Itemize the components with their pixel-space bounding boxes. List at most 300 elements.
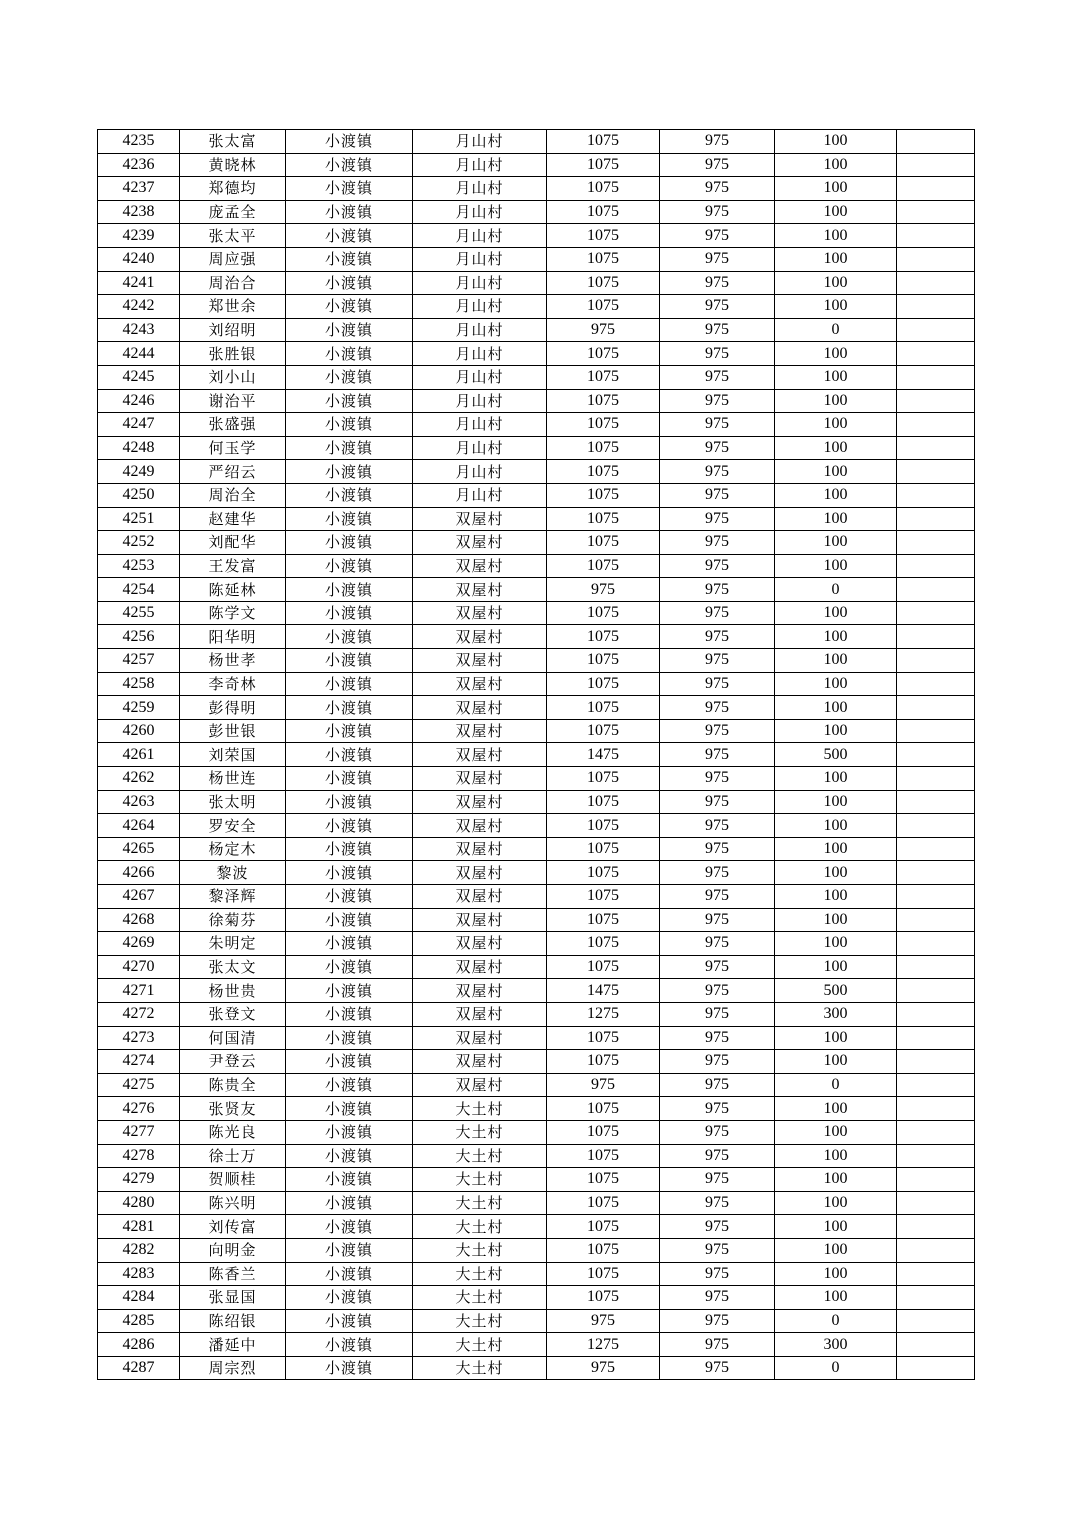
- amount-total-cell: 1075: [547, 507, 660, 531]
- amount-total-cell: 1075: [547, 1026, 660, 1050]
- village-name-cell: 大土村: [413, 1168, 547, 1192]
- village-name-cell: 双屋村: [413, 743, 547, 767]
- remark-cell: [897, 1168, 975, 1192]
- person-name-cell: 刘绍明: [180, 318, 286, 342]
- person-name-cell: 张太明: [180, 790, 286, 814]
- person-name-cell: 尹登云: [180, 1050, 286, 1074]
- village-name-cell: 月山村: [413, 247, 547, 271]
- town-name-cell: 小渡镇: [286, 483, 413, 507]
- remark-cell: [897, 719, 975, 743]
- table-row: [98, 672, 975, 696]
- amount-base-cell: 975: [660, 1050, 775, 1074]
- amount-base-cell: 975: [660, 1238, 775, 1262]
- amount-base-cell: 975: [660, 767, 775, 791]
- person-name-cell: 周宗烈: [180, 1356, 286, 1380]
- amount-base-cell: 975: [660, 1120, 775, 1144]
- row-number-cell: 4279: [98, 1168, 180, 1192]
- amount-total-cell: 1075: [547, 153, 660, 177]
- village-name-cell: 大土村: [413, 1262, 547, 1286]
- person-name-cell: 陈绍银: [180, 1309, 286, 1333]
- person-name-cell: 黎泽辉: [180, 885, 286, 909]
- amount-difference-cell: 100: [775, 342, 897, 366]
- town-name-cell: 小渡镇: [286, 365, 413, 389]
- person-name-cell: 徐士万: [180, 1144, 286, 1168]
- table-row: [98, 318, 975, 342]
- amount-total-cell: 1075: [547, 814, 660, 838]
- row-number-cell: 4251: [98, 507, 180, 531]
- table-row: [98, 271, 975, 295]
- table-row: [98, 1050, 975, 1074]
- person-name-cell: 赵建华: [180, 507, 286, 531]
- amount-total-cell: 1075: [547, 837, 660, 861]
- amount-total-cell: 1075: [547, 389, 660, 413]
- table-row: [98, 554, 975, 578]
- village-name-cell: 双屋村: [413, 790, 547, 814]
- table-row: [98, 885, 975, 909]
- table-row: [98, 531, 975, 555]
- village-name-cell: 双屋村: [413, 1002, 547, 1026]
- remark-cell: [897, 436, 975, 460]
- village-name-cell: 双屋村: [413, 1026, 547, 1050]
- row-number-cell: 4235: [98, 130, 180, 154]
- remark-cell: [897, 649, 975, 673]
- town-name-cell: 小渡镇: [286, 1356, 413, 1380]
- village-name-cell: 双屋村: [413, 554, 547, 578]
- amount-base-cell: 975: [660, 318, 775, 342]
- remark-cell: [897, 271, 975, 295]
- town-name-cell: 小渡镇: [286, 1050, 413, 1074]
- table-row: [98, 955, 975, 979]
- amount-total-cell: 1075: [547, 1238, 660, 1262]
- amount-total-cell: 1075: [547, 247, 660, 271]
- person-name-cell: 杨世连: [180, 767, 286, 791]
- row-number-cell: 4278: [98, 1144, 180, 1168]
- table-row: [98, 177, 975, 201]
- row-number-cell: 4281: [98, 1215, 180, 1239]
- amount-base-cell: 975: [660, 1144, 775, 1168]
- amount-difference-cell: 100: [775, 200, 897, 224]
- amount-difference-cell: 100: [775, 814, 897, 838]
- table-row: [98, 1215, 975, 1239]
- remark-cell: [897, 1120, 975, 1144]
- amount-base-cell: 975: [660, 908, 775, 932]
- remark-cell: [897, 601, 975, 625]
- amount-difference-cell: 100: [775, 1286, 897, 1310]
- amount-difference-cell: 100: [775, 531, 897, 555]
- village-name-cell: 大土村: [413, 1120, 547, 1144]
- person-name-cell: 何玉学: [180, 436, 286, 460]
- village-name-cell: 双屋村: [413, 649, 547, 673]
- person-name-cell: 郑世余: [180, 295, 286, 319]
- village-name-cell: 双屋村: [413, 861, 547, 885]
- town-name-cell: 小渡镇: [286, 1191, 413, 1215]
- town-name-cell: 小渡镇: [286, 696, 413, 720]
- remark-cell: [897, 743, 975, 767]
- amount-total-cell: 1075: [547, 601, 660, 625]
- table-row: [98, 1309, 975, 1333]
- town-name-cell: 小渡镇: [286, 153, 413, 177]
- town-name-cell: 小渡镇: [286, 224, 413, 248]
- town-name-cell: 小渡镇: [286, 247, 413, 271]
- amount-base-cell: 975: [660, 1002, 775, 1026]
- amount-base-cell: 975: [660, 625, 775, 649]
- row-number-cell: 4250: [98, 483, 180, 507]
- amount-total-cell: 1075: [547, 790, 660, 814]
- amount-total-cell: 1475: [547, 743, 660, 767]
- row-number-cell: 4239: [98, 224, 180, 248]
- row-number-cell: 4237: [98, 177, 180, 201]
- town-name-cell: 小渡镇: [286, 1120, 413, 1144]
- person-name-cell: 谢治平: [180, 389, 286, 413]
- row-number-cell: 4264: [98, 814, 180, 838]
- person-name-cell: 周治合: [180, 271, 286, 295]
- amount-base-cell: 975: [660, 554, 775, 578]
- remark-cell: [897, 885, 975, 909]
- person-name-cell: 张胜银: [180, 342, 286, 366]
- amount-total-cell: 1075: [547, 861, 660, 885]
- person-name-cell: 杨世贵: [180, 979, 286, 1003]
- town-name-cell: 小渡镇: [286, 342, 413, 366]
- village-name-cell: 月山村: [413, 153, 547, 177]
- row-number-cell: 4253: [98, 554, 180, 578]
- remark-cell: [897, 247, 975, 271]
- person-name-cell: 陈香兰: [180, 1262, 286, 1286]
- town-name-cell: 小渡镇: [286, 460, 413, 484]
- town-name-cell: 小渡镇: [286, 531, 413, 555]
- amount-base-cell: 975: [660, 342, 775, 366]
- amount-base-cell: 975: [660, 1356, 775, 1380]
- amount-base-cell: 975: [660, 1215, 775, 1239]
- amount-difference-cell: 100: [775, 460, 897, 484]
- amount-difference-cell: 100: [775, 932, 897, 956]
- remark-cell: [897, 1238, 975, 1262]
- remark-cell: [897, 389, 975, 413]
- person-name-cell: 潘延中: [180, 1333, 286, 1357]
- town-name-cell: 小渡镇: [286, 177, 413, 201]
- town-name-cell: 小渡镇: [286, 554, 413, 578]
- amount-difference-cell: 100: [775, 1097, 897, 1121]
- amount-total-cell: 975: [547, 578, 660, 602]
- amount-base-cell: 975: [660, 1168, 775, 1192]
- amount-difference-cell: 100: [775, 719, 897, 743]
- table-row: [98, 365, 975, 389]
- table-row: [98, 224, 975, 248]
- village-name-cell: 双屋村: [413, 672, 547, 696]
- town-name-cell: 小渡镇: [286, 1073, 413, 1097]
- amount-base-cell: 975: [660, 1333, 775, 1357]
- village-name-cell: 双屋村: [413, 696, 547, 720]
- amount-difference-cell: 100: [775, 1215, 897, 1239]
- table-row: [98, 908, 975, 932]
- amount-base-cell: 975: [660, 885, 775, 909]
- amount-difference-cell: 100: [775, 767, 897, 791]
- village-name-cell: 大土村: [413, 1191, 547, 1215]
- amount-total-cell: 1075: [547, 483, 660, 507]
- town-name-cell: 小渡镇: [286, 601, 413, 625]
- remark-cell: [897, 460, 975, 484]
- town-name-cell: 小渡镇: [286, 1238, 413, 1262]
- amount-total-cell: 1075: [547, 271, 660, 295]
- row-number-cell: 4272: [98, 1002, 180, 1026]
- table-row: [98, 861, 975, 885]
- town-name-cell: 小渡镇: [286, 979, 413, 1003]
- table-row: [98, 1002, 975, 1026]
- amount-total-cell: 1075: [547, 177, 660, 201]
- table-row: [98, 460, 975, 484]
- remark-cell: [897, 979, 975, 1003]
- amount-total-cell: 1075: [547, 767, 660, 791]
- remark-cell: [897, 200, 975, 224]
- amount-base-cell: 975: [660, 413, 775, 437]
- village-name-cell: 大土村: [413, 1309, 547, 1333]
- table-row: [98, 1026, 975, 1050]
- row-number-cell: 4245: [98, 365, 180, 389]
- table-row: [98, 625, 975, 649]
- person-name-cell: 刘传富: [180, 1215, 286, 1239]
- village-name-cell: 双屋村: [413, 979, 547, 1003]
- remark-cell: [897, 365, 975, 389]
- amount-difference-cell: 100: [775, 1168, 897, 1192]
- person-name-cell: 黄晓林: [180, 153, 286, 177]
- person-name-cell: 张贤友: [180, 1097, 286, 1121]
- row-number-cell: 4248: [98, 436, 180, 460]
- village-name-cell: 月山村: [413, 483, 547, 507]
- amount-base-cell: 975: [660, 861, 775, 885]
- row-number-cell: 4276: [98, 1097, 180, 1121]
- remark-cell: [897, 295, 975, 319]
- row-number-cell: 4252: [98, 531, 180, 555]
- amount-base-cell: 975: [660, 814, 775, 838]
- town-name-cell: 小渡镇: [286, 861, 413, 885]
- person-name-cell: 周治全: [180, 483, 286, 507]
- row-number-cell: 4277: [98, 1120, 180, 1144]
- table-row: [98, 767, 975, 791]
- amount-base-cell: 975: [660, 719, 775, 743]
- amount-base-cell: 975: [660, 507, 775, 531]
- row-number-cell: 4268: [98, 908, 180, 932]
- row-number-cell: 4284: [98, 1286, 180, 1310]
- person-name-cell: 张太平: [180, 224, 286, 248]
- remark-cell: [897, 1333, 975, 1357]
- amount-base-cell: 975: [660, 177, 775, 201]
- table-row: [98, 247, 975, 271]
- amount-base-cell: 975: [660, 601, 775, 625]
- row-number-cell: 4242: [98, 295, 180, 319]
- person-name-cell: 杨世孝: [180, 649, 286, 673]
- amount-difference-cell: 100: [775, 696, 897, 720]
- village-name-cell: 双屋村: [413, 601, 547, 625]
- amount-total-cell: 1075: [547, 885, 660, 909]
- amount-total-cell: 1075: [547, 224, 660, 248]
- row-number-cell: 4273: [98, 1026, 180, 1050]
- village-name-cell: 双屋村: [413, 908, 547, 932]
- remark-cell: [897, 531, 975, 555]
- village-name-cell: 双屋村: [413, 955, 547, 979]
- person-name-cell: 徐菊芬: [180, 908, 286, 932]
- remark-cell: [897, 1356, 975, 1380]
- amount-total-cell: 1075: [547, 295, 660, 319]
- town-name-cell: 小渡镇: [286, 436, 413, 460]
- remark-cell: [897, 955, 975, 979]
- table-row: [98, 743, 975, 767]
- remark-cell: [897, 578, 975, 602]
- amount-difference-cell: 0: [775, 578, 897, 602]
- person-name-cell: 陈光良: [180, 1120, 286, 1144]
- row-number-cell: 4260: [98, 719, 180, 743]
- amount-difference-cell: 300: [775, 1002, 897, 1026]
- village-name-cell: 双屋村: [413, 767, 547, 791]
- town-name-cell: 小渡镇: [286, 649, 413, 673]
- remark-cell: [897, 672, 975, 696]
- amount-base-cell: 975: [660, 295, 775, 319]
- person-name-cell: 刘配华: [180, 531, 286, 555]
- amount-base-cell: 975: [660, 672, 775, 696]
- village-name-cell: 月山村: [413, 295, 547, 319]
- amount-difference-cell: 100: [775, 885, 897, 909]
- remark-cell: [897, 507, 975, 531]
- amount-difference-cell: 100: [775, 1026, 897, 1050]
- row-number-cell: 4267: [98, 885, 180, 909]
- amount-base-cell: 975: [660, 130, 775, 154]
- table-row: [98, 601, 975, 625]
- amount-base-cell: 975: [660, 837, 775, 861]
- amount-difference-cell: 100: [775, 177, 897, 201]
- amount-total-cell: 1075: [547, 908, 660, 932]
- amount-difference-cell: 100: [775, 271, 897, 295]
- town-name-cell: 小渡镇: [286, 1002, 413, 1026]
- person-name-cell: 陈贵全: [180, 1073, 286, 1097]
- amount-total-cell: 1075: [547, 1215, 660, 1239]
- table-row: [98, 1356, 975, 1380]
- amount-total-cell: 975: [547, 318, 660, 342]
- amount-difference-cell: 500: [775, 743, 897, 767]
- village-name-cell: 月山村: [413, 271, 547, 295]
- town-name-cell: 小渡镇: [286, 271, 413, 295]
- person-name-cell: 杨定木: [180, 837, 286, 861]
- village-name-cell: 双屋村: [413, 837, 547, 861]
- amount-difference-cell: 100: [775, 1191, 897, 1215]
- row-number-cell: 4243: [98, 318, 180, 342]
- row-number-cell: 4249: [98, 460, 180, 484]
- remark-cell: [897, 861, 975, 885]
- town-name-cell: 小渡镇: [286, 413, 413, 437]
- village-name-cell: 双屋村: [413, 719, 547, 743]
- village-name-cell: 大土村: [413, 1097, 547, 1121]
- person-name-cell: 周应强: [180, 247, 286, 271]
- table-row: [98, 130, 975, 154]
- village-name-cell: 双屋村: [413, 578, 547, 602]
- table-row: [98, 814, 975, 838]
- village-name-cell: 大土村: [413, 1238, 547, 1262]
- amount-total-cell: 1075: [547, 1120, 660, 1144]
- village-name-cell: 双屋村: [413, 885, 547, 909]
- amount-difference-cell: 100: [775, 625, 897, 649]
- remark-cell: [897, 837, 975, 861]
- row-number-cell: 4246: [98, 389, 180, 413]
- amount-base-cell: 975: [660, 224, 775, 248]
- row-number-cell: 4285: [98, 1309, 180, 1333]
- amount-base-cell: 975: [660, 365, 775, 389]
- amount-total-cell: 1075: [547, 1168, 660, 1192]
- table-row: [98, 389, 975, 413]
- town-name-cell: 小渡镇: [286, 1215, 413, 1239]
- person-name-cell: 向明金: [180, 1238, 286, 1262]
- town-name-cell: 小渡镇: [286, 318, 413, 342]
- amount-difference-cell: 100: [775, 1050, 897, 1074]
- amount-base-cell: 975: [660, 436, 775, 460]
- amount-total-cell: 1075: [547, 1144, 660, 1168]
- person-name-cell: 刘荣国: [180, 743, 286, 767]
- table-row: [98, 1262, 975, 1286]
- person-name-cell: 陈兴明: [180, 1191, 286, 1215]
- amount-total-cell: 1075: [547, 696, 660, 720]
- amount-difference-cell: 100: [775, 861, 897, 885]
- amount-difference-cell: 100: [775, 224, 897, 248]
- village-name-cell: 月山村: [413, 224, 547, 248]
- table-row: [98, 719, 975, 743]
- town-name-cell: 小渡镇: [286, 955, 413, 979]
- amount-base-cell: 975: [660, 483, 775, 507]
- subsidy-table: [97, 129, 975, 1380]
- village-name-cell: 月山村: [413, 342, 547, 366]
- town-name-cell: 小渡镇: [286, 1144, 413, 1168]
- row-number-cell: 4265: [98, 837, 180, 861]
- row-number-cell: 4269: [98, 932, 180, 956]
- town-name-cell: 小渡镇: [286, 625, 413, 649]
- amount-difference-cell: 500: [775, 979, 897, 1003]
- remark-cell: [897, 814, 975, 838]
- amount-base-cell: 975: [660, 696, 775, 720]
- amount-total-cell: 1075: [547, 649, 660, 673]
- amount-difference-cell: 100: [775, 365, 897, 389]
- table-row: [98, 507, 975, 531]
- table-row: [98, 649, 975, 673]
- village-name-cell: 月山村: [413, 365, 547, 389]
- person-name-cell: 张太富: [180, 130, 286, 154]
- town-name-cell: 小渡镇: [286, 1097, 413, 1121]
- amount-total-cell: 1075: [547, 460, 660, 484]
- row-number-cell: 4270: [98, 955, 180, 979]
- amount-difference-cell: 100: [775, 413, 897, 437]
- person-name-cell: 张登文: [180, 1002, 286, 1026]
- amount-total-cell: 1475: [547, 979, 660, 1003]
- amount-total-cell: 1275: [547, 1002, 660, 1026]
- amount-total-cell: 1275: [547, 1333, 660, 1357]
- amount-base-cell: 975: [660, 271, 775, 295]
- amount-difference-cell: 100: [775, 790, 897, 814]
- row-number-cell: 4283: [98, 1262, 180, 1286]
- amount-difference-cell: 100: [775, 483, 897, 507]
- remark-cell: [897, 908, 975, 932]
- amount-difference-cell: 100: [775, 130, 897, 154]
- table-row: [98, 1097, 975, 1121]
- town-name-cell: 小渡镇: [286, 885, 413, 909]
- row-number-cell: 4261: [98, 743, 180, 767]
- row-number-cell: 4275: [98, 1073, 180, 1097]
- amount-difference-cell: 100: [775, 1120, 897, 1144]
- town-name-cell: 小渡镇: [286, 389, 413, 413]
- amount-total-cell: 1075: [547, 955, 660, 979]
- town-name-cell: 小渡镇: [286, 932, 413, 956]
- town-name-cell: 小渡镇: [286, 1309, 413, 1333]
- village-name-cell: 大土村: [413, 1144, 547, 1168]
- table-row: [98, 578, 975, 602]
- village-name-cell: 双屋村: [413, 507, 547, 531]
- amount-difference-cell: 100: [775, 908, 897, 932]
- amount-difference-cell: 100: [775, 247, 897, 271]
- amount-total-cell: 1075: [547, 342, 660, 366]
- town-name-cell: 小渡镇: [286, 908, 413, 932]
